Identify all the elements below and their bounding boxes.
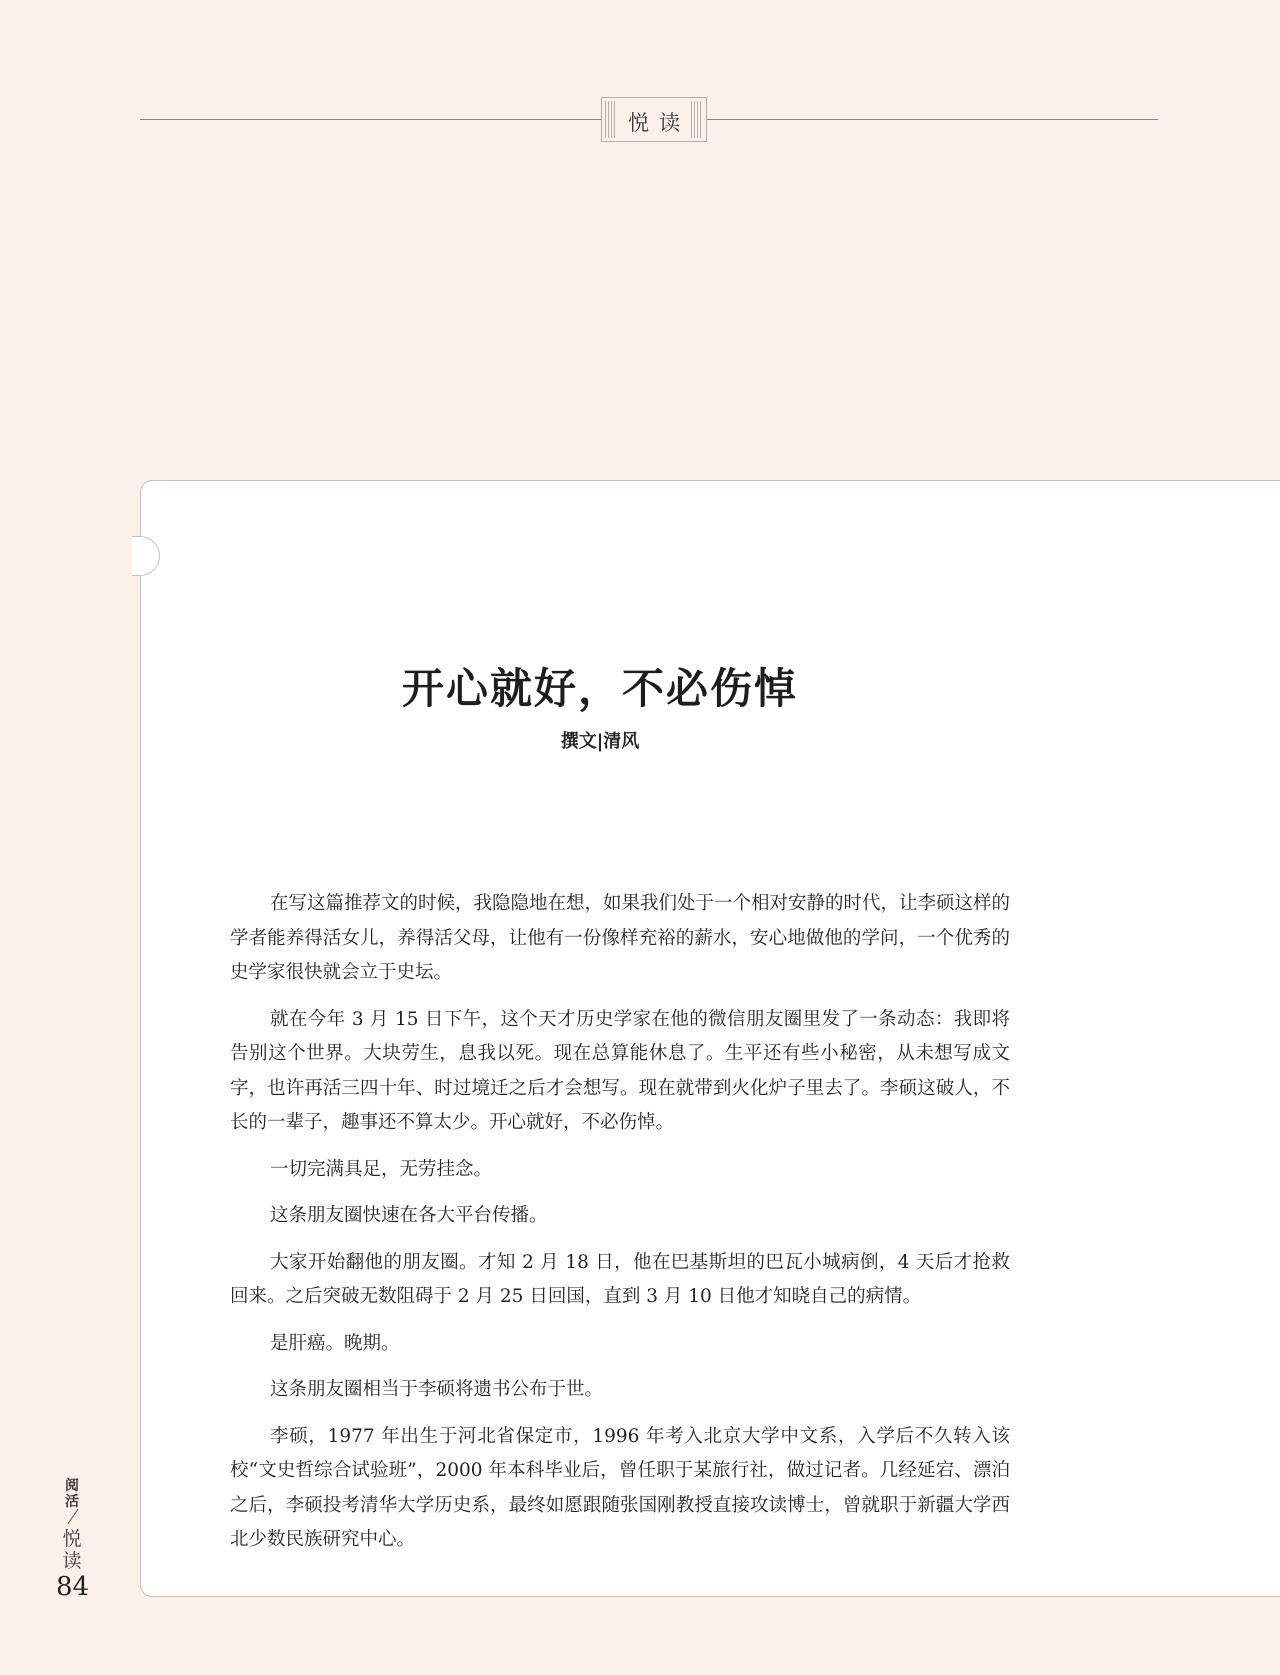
section-label-box (601, 97, 707, 142)
article-body (230, 887, 1010, 1570)
paragraph: 一切完满具足，无劳挂念。 (270, 1158, 493, 1180)
paragraph: 在写这篇推荐文的时候，我隐隐地在想，如果我们处于一个相对安静的时代，让李硕这样的学者能养得活女儿，养得活父母，让他有一份像样充裕的薪水，安心地做他的学问，一个优秀的史学家很快就会立于史坛。 (230, 893, 1011, 983)
article-byline: 撰文|清风 (560, 731, 640, 752)
article-title: 开心就好，不必伤悼 (401, 664, 798, 713)
notch-seam (140, 537, 144, 575)
paragraph: 这条朋友圈相当于李硕将遗书公布于世。 (270, 1379, 604, 1400)
folio-magazine-name: 阅活 (65, 1478, 79, 1510)
folio-section-name: 悦读 (62, 1528, 82, 1572)
paragraph: 是肝癌。晚期。 (270, 1332, 400, 1354)
page-number: 84 (56, 1572, 90, 1602)
paragraph: 李硕，1977 年出生于河北省保定市，1996 年考入北京大学中文系，入学后不久转入该校“文史哲综合试验班”，2000 年本科毕业后，曾任职于某旅行社，做过记者。几经延宕、漂泊之后，李硕投考清华大学历史系，最终如愿跟随张国刚教授直接攻读博士，曾就职于新疆大学西北少数民族研究中心。 (230, 1425, 1010, 1550)
paragraph: 这条朋友圈快速在各大平台传播。 (270, 1205, 548, 1226)
section-label: 悦读 (628, 111, 690, 135)
folio-divider (67, 1509, 78, 1524)
paragraph: 就在今年 3 月 15 日下午，这个天才历史学家在他的微信朋友圈里发了一条动态：我即将告别这个世界。大块劳生，息我以死。现在总算能休息了。生平还有些小秘密，从未想写成文字，也许再活三四十年、时过境迁之后才会想写。现在就带到火化炉子里去了。李硕这破人，不长的一辈子，趣事还不算太少。开心就好，不必伤悼。 (230, 1008, 1010, 1133)
paragraph: 大家开始翻他的朋友圈。才知 2 月 18 日，他在巴基斯坦的巴瓦小城病倒，4 天后才抢救回来。之后突破无数阻碍于 2 月 25 日回国，直到 3 月 10 日他才知晓自己的病情。 (230, 1251, 1010, 1307)
